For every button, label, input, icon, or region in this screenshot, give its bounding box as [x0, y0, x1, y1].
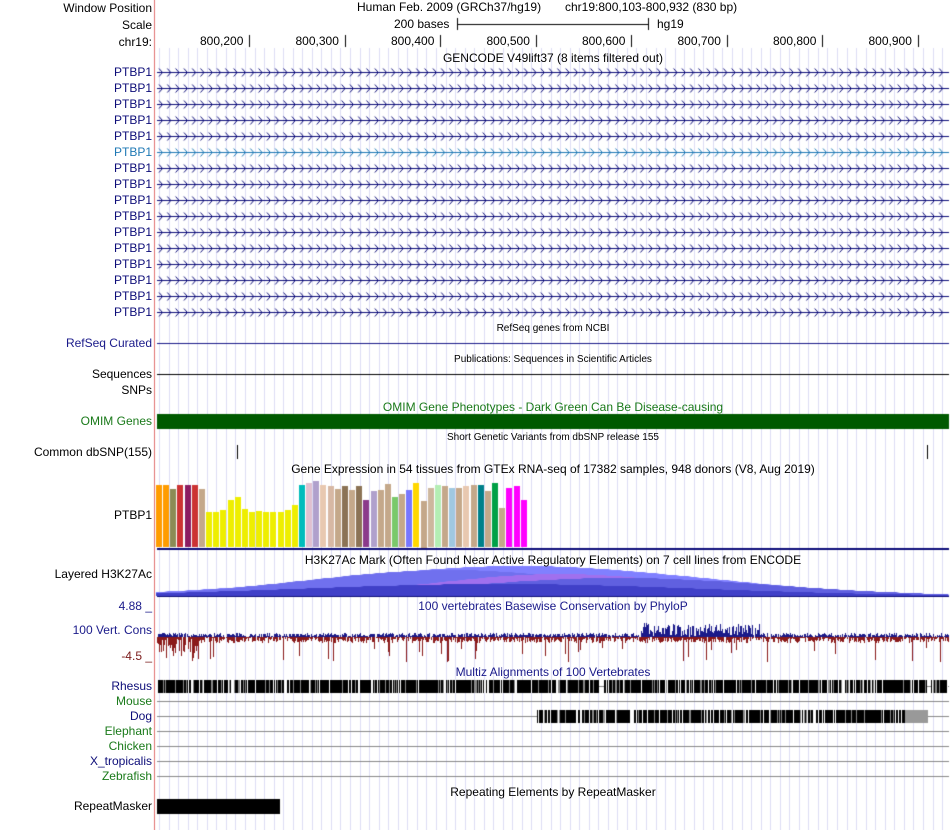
assembly-db-text: hg19: [657, 17, 684, 31]
phylop-min-label: -4.5 _: [121, 649, 152, 663]
gencode-item-label[interactable]: PTBP1: [113, 225, 152, 239]
phylop-max-label: 4.88 _: [118, 599, 152, 613]
repeatmasker-track-title: Repeating Elements by RepeatMasker: [450, 785, 656, 799]
window-position-label: Window Position: [63, 1, 152, 15]
publications-snps-label[interactable]: SNPs: [121, 383, 152, 397]
ruler-tick-label: 800,500: [486, 34, 530, 48]
gencode-item-label[interactable]: PTBP1: [113, 81, 152, 95]
chrom-label: chr19:: [118, 35, 152, 49]
scale-bar-text: 200 bases: [394, 17, 450, 31]
omim-track-title: OMIM Gene Phenotypes - Dark Green Can Be Disease-causing: [382, 400, 724, 414]
gencode-item-label[interactable]: PTBP1: [113, 305, 152, 319]
publications-sequences-label[interactable]: Sequences: [91, 367, 152, 381]
h3k27ac-track-label[interactable]: Layered H3K27Ac: [54, 567, 152, 581]
gencode-item-label[interactable]: PTBP1: [113, 113, 152, 127]
phylop-track-title: 100 vertebrates Basewise Conservation by PhyloP: [418, 599, 688, 613]
gencode-track-title: GENCODE V49lift37 (8 items filtered out): [442, 51, 664, 65]
gtex-track-title: Gene Expression in 54 tissues from GTEx RNA-seq of 17382 samples, 948 donors (V8, Aug 2019): [291, 462, 815, 476]
gencode-item-label[interactable]: PTBP1: [113, 257, 152, 271]
ruler-tick-label: 800,400: [391, 34, 435, 48]
gencode-item-label[interactable]: PTBP1: [113, 193, 152, 207]
gencode-item-label[interactable]: PTBP1: [113, 65, 152, 79]
gencode-item-label[interactable]: PTBP1: [113, 129, 152, 143]
refseq-track-title: RefSeq genes from NCBI: [496, 323, 610, 334]
gencode-item-label[interactable]: PTBP1: [113, 273, 152, 287]
position-title: chr19:800,103-800,932 (830 bp): [565, 0, 738, 14]
multiz-species-label[interactable]: Elephant: [104, 724, 152, 738]
ruler-tick-label: 800,300: [295, 34, 339, 48]
gencode-item-label[interactable]: PTBP1: [113, 241, 152, 255]
gencode-item-label[interactable]: PTBP1: [113, 97, 152, 111]
ruler-tick-label: 800,200: [200, 34, 244, 48]
multiz-species-label[interactable]: Rhesus: [111, 679, 152, 693]
ruler-tick-label: 800,600: [582, 34, 626, 48]
refseq-track-label[interactable]: RefSeq Curated: [65, 336, 152, 350]
multiz-species-label[interactable]: Zebrafish: [101, 769, 152, 783]
phylop-track-label[interactable]: 100 Vert. Cons: [72, 623, 152, 637]
repeatmasker-track-label[interactable]: RepeatMasker: [73, 799, 152, 813]
ruler-tick-label: 800,800: [773, 34, 817, 48]
ruler-tick-label: 800,900: [868, 34, 912, 48]
dbsnp-track-title: Short Genetic Variants from dbSNP release 155: [447, 432, 659, 443]
ruler-tick-label: 800,700: [677, 34, 721, 48]
omim-track-label[interactable]: OMIM Genes: [80, 414, 152, 428]
h3k27ac-track-title: H3K27Ac Mark (Often Found Near Active Regulatory Elements) on 7 cell lines from ENCODE: [304, 553, 802, 567]
scale-label: Scale: [121, 18, 152, 32]
multiz-species-label[interactable]: X_tropicalis: [89, 754, 152, 768]
gencode-item-label[interactable]: PTBP1: [113, 177, 152, 191]
multiz-species-label[interactable]: Chicken: [108, 739, 152, 753]
multiz-species-label[interactable]: Dog: [129, 709, 152, 723]
gtex-gene-label[interactable]: PTBP1: [113, 508, 152, 522]
publications-track-title: Publications: Sequences in Scientific Articles: [454, 354, 652, 365]
assembly-title: Human Feb. 2009 (GRCh37/hg19): [357, 0, 542, 14]
gencode-item-label[interactable]: PTBP1: [113, 145, 152, 159]
gencode-item-label[interactable]: PTBP1: [113, 289, 152, 303]
gencode-item-label[interactable]: PTBP1: [113, 161, 152, 175]
dbsnp-track-label[interactable]: Common dbSNP(155): [33, 445, 152, 459]
multiz-track-title: Multiz Alignments of 100 Vertebrates: [455, 665, 651, 679]
multiz-species-label[interactable]: Mouse: [115, 694, 152, 708]
gencode-item-label[interactable]: PTBP1: [113, 209, 152, 223]
